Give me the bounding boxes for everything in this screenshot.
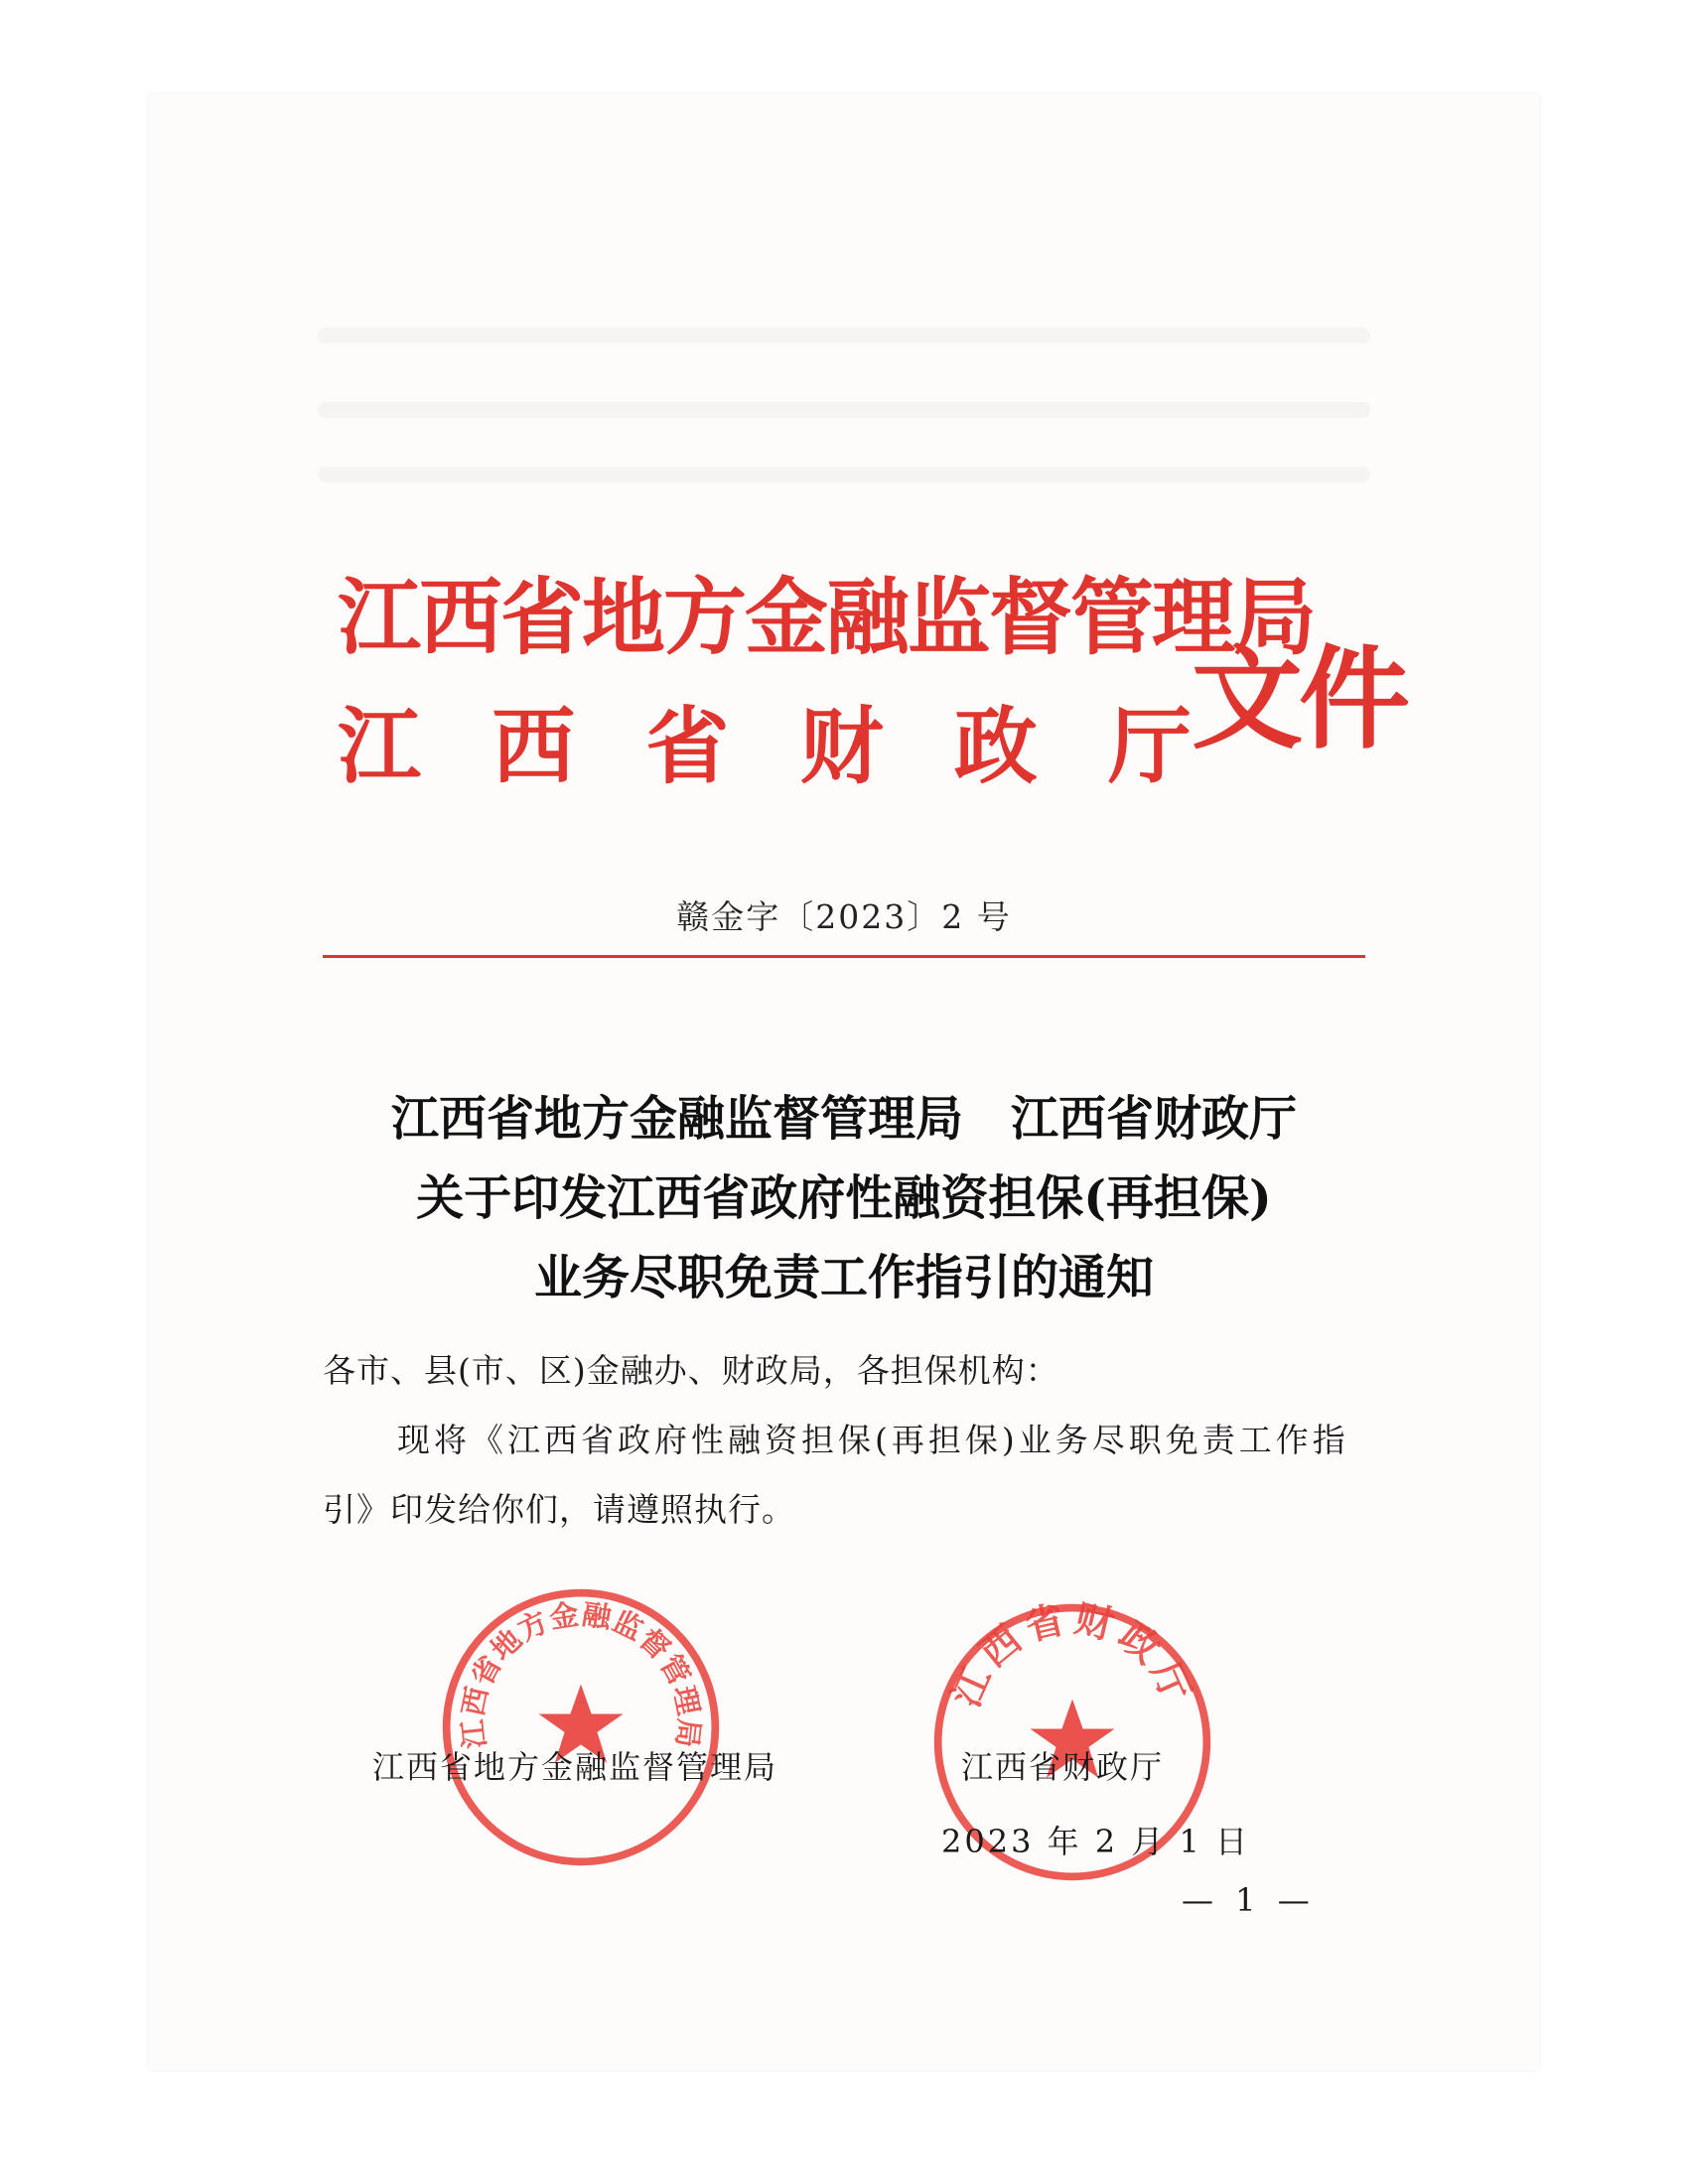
issuer-char: 西 (492, 698, 576, 795)
issuer-char: 省 (645, 698, 730, 795)
file-label: 文件 (1192, 635, 1406, 764)
issuer-header-line2 (338, 680, 1192, 800)
title-line2: 关于印发江西省政府性融资担保(再担保) (416, 1170, 1272, 1226)
body-paragraph-line1: 现将《江西省政府性融资担保(再担保)业务尽职免责工作指 (397, 1421, 1349, 1459)
page-number: — 1 — (1182, 1881, 1316, 1919)
issuer-char: 政 (953, 698, 1038, 795)
seal-graphic (437, 1583, 725, 1871)
signer-finance-department: 江西省财政厅 (961, 1748, 1165, 1786)
bleed-through-mark (318, 328, 1370, 343)
svg-text:江西省财政厅: 江西省财政厅 (943, 1598, 1201, 1714)
bleed-through-mark (318, 467, 1370, 482)
bleed-through-mark (318, 402, 1370, 418)
title-line3: 业务尽职免责工作指引的通知 (533, 1250, 1154, 1305)
issue-date: 2023 年 2 月 1 日 (941, 1823, 1251, 1860)
official-seal-finance-bureau (437, 1583, 725, 1871)
svg-text:江西省地方金融监督管理局: 江西省地方金融监督管理局 (455, 1596, 707, 1751)
red-divider (323, 955, 1365, 958)
title-line1: 江西省地方金融监督管理局 江西省财政厅 (390, 1091, 1297, 1147)
issuer-char: 厅 (1107, 698, 1192, 795)
issuer-char: 财 (799, 698, 884, 795)
salutation: 各市、县(市、区)金融办、财政局，各担保机构： (323, 1351, 1059, 1390)
document-number: 赣金字〔2023〕2 号 (676, 897, 1012, 936)
signer-finance-bureau: 江西省地方金融监督管理局 (372, 1748, 778, 1786)
issuer-header-line1: 江西省地方金融监督管理局 (338, 569, 1316, 666)
body-paragraph-line2: 引》印发给你们，请遵照执行。 (323, 1490, 795, 1529)
issuer-char: 江 (338, 698, 422, 795)
